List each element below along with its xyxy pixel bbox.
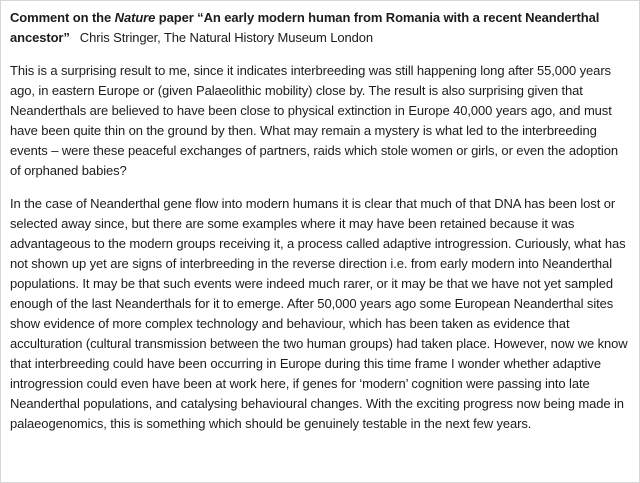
author-byline: Chris Stringer, The Natural History Museum London (79, 30, 374, 45)
paragraph-surprising-result: This is a surprising result to me, since it indicates interbreeding was still happening long after 55,000 years ago, in eastern Europe or (given Palaeolithic mobility) close by. The result is also surprising given that Neanderthals are believed to have been close to physical extinction in Europe 40,000 years ago, and must have been quite thin on the ground by then. What may remain a mystery is what led to the interbreeding events – were these peaceful exchanges of partners, raids which stole women or girls, or even the adoption of orphaned babies? (10, 63, 618, 178)
document-title (10, 8, 630, 48)
title-text-prefix: Comment on the (10, 10, 115, 25)
title-text-suffix: paper “An early modern human from Romania with a recent Neanderthal ancestor” (10, 10, 600, 45)
paragraph-gene-flow: In the case of Neanderthal gene flow into modern humans it is clear that much of that DNA has been lost or selected away since, but there are some examples where it may have been retained because it was advantageous to the modern groups receiving it, a process called adaptive introgression. Curiously, what has not shown up yet are signs of interbreeding in the reverse direction i.e. from early modern into Neanderthal populations. It may be that such events were indeed much rarer, or it may be that we have not yet sampled enough of the last Neanderthals for it to emerge. After 50,000 years ago some European Neanderthal sites show evidence of more complex technology and behaviour, which has been taken as evidence that acculturation (cultural transmission between the two human groups) had taken place. However, now we know that interbreeding could have been occurring in Europe during this time frame I wonder whether adaptive introgression could even have been at work here, if genes for ‘modern’ cognition were passing into late Neanderthal populations, and catalysing behavioural changes. With the exciting progress now being made in palaeogenomics, this is something which should be genuinely testable in the next few years. (10, 196, 628, 431)
journal-name: Nature (114, 10, 156, 25)
